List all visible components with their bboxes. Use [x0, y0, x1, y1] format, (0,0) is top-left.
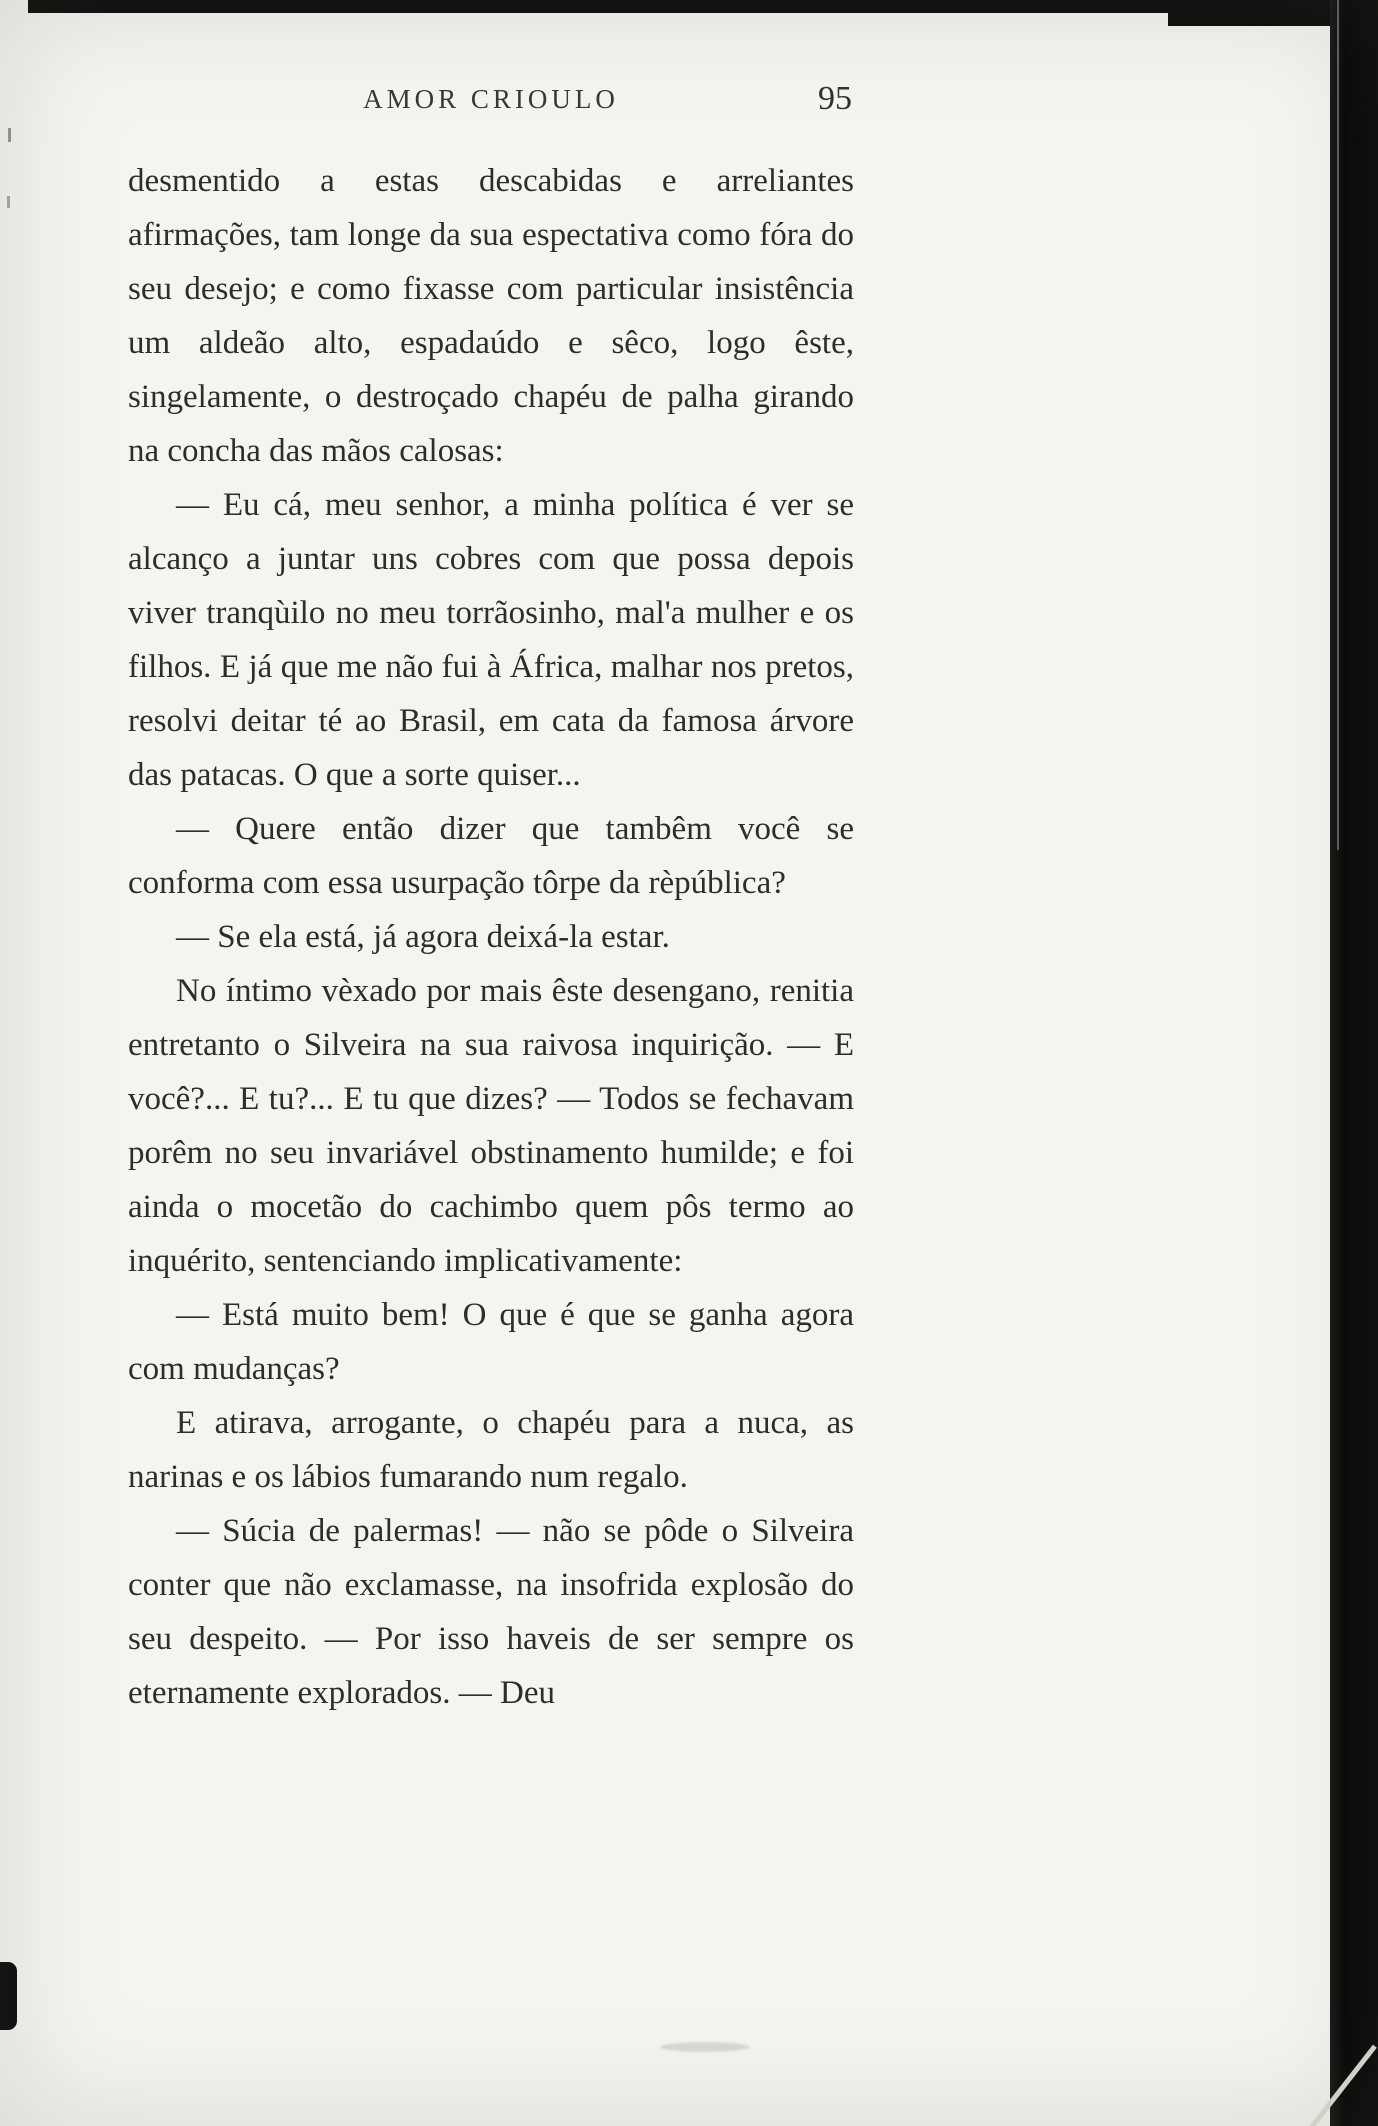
page-number: 95 [818, 80, 852, 117]
body-paragraph: E atirava, arrogante, o chapéu para a nuca, as narinas e os lábios fumarando num regalo. [128, 1405, 854, 1495]
scan-smudge [660, 2042, 750, 2052]
body-paragraph: — Eu cá, meu senhor, a minha política é ver se alcanço a juntar uns cobres com que possa depois viver tranqùilo no meu torrãosinho, mal'a mulher e os filhos. E já que me não fui à África, malhar nos pretos, resolvi deitar té ao Brasil, em cata da famosa árvore das patacas. O que a sorte quiser... [128, 487, 854, 793]
body-paragraph: No íntimo vèxado por mais êste desengano, renitia entretanto o Silveira na sua raivosa inquirição. — E você?... E tu?... E tu que dizes? — Todos se fechavam porêm no seu invariável obstinamento humilde; e foi ainda o mocetão do cachimbo quem pôs termo ao inquérito, sentenciando implicativamente: [128, 973, 854, 1279]
scan-right-binding [1330, 0, 1378, 2126]
text-column [128, 80, 854, 1720]
scan-bottom-left-mark [0, 1962, 17, 2030]
body-paragraph: — Se ela está, já agora deixá-la estar. [176, 919, 670, 955]
body-paragraph: — Quere então dizer que tambêm você se conforma com essa usurpação tôrpe da rèpública? [128, 811, 854, 901]
page-edge-line [1337, 0, 1339, 850]
running-header [128, 80, 854, 128]
scan-speck [8, 128, 11, 142]
scan-speck [7, 196, 10, 208]
body-paragraph: — Súcia de palermas! — não se pôde o Silveira conter que não exclamasse, na insofrida explosão do seu despeito. — Por isso haveis de ser sempre os eternamente explorados. — Deu [128, 1513, 854, 1711]
body-paragraph: — Está muito bem! O que é que se ganha agora com mudanças? [128, 1297, 854, 1387]
running-header-title: AMOR CRIOULO [363, 84, 619, 114]
scan-corner-diagonal [1305, 2045, 1377, 2126]
body-paragraph: desmentido a estas descabidas e arreliantes afirmações, tam longe da sua espectativa como fóra do seu desejo; e como fixasse com particular insistência um aldeão alto, espadaúdo e sêco, logo êste, singelamente, o destroçado chapéu de palha girando na concha das mãos calosas: [128, 163, 854, 469]
body-text [128, 154, 854, 1720]
